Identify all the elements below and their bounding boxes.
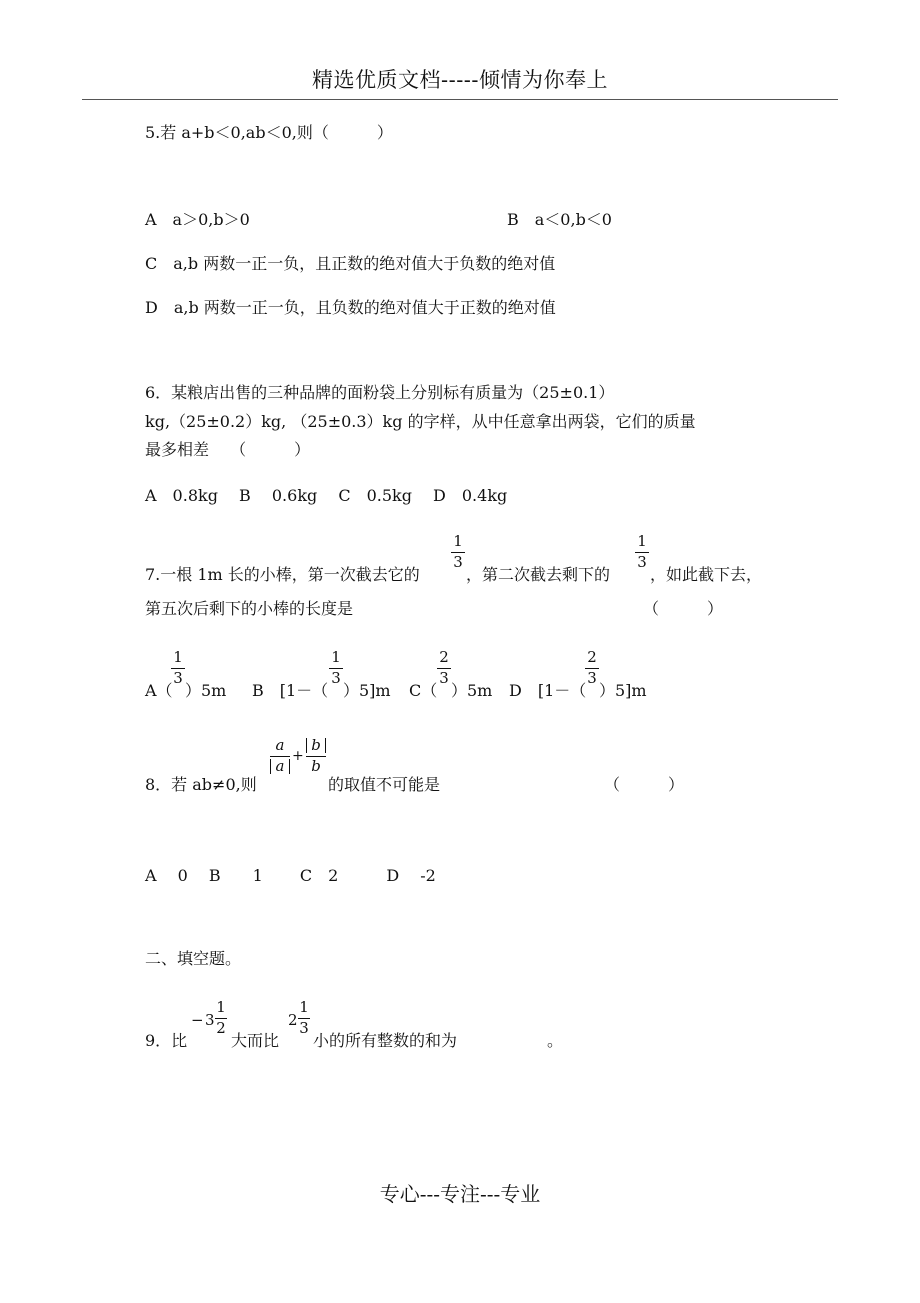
q7-option-b-suffix: ）5]m — [343, 681, 391, 700]
fraction-numerator: 1 — [216, 998, 226, 1016]
q9-text-middle: 大而比 — [231, 1031, 280, 1050]
q8-stem-prefix: 8．若 ab≠0,则 — [145, 775, 257, 794]
page-header: 精选优质文档-----倾情为你奉上 — [312, 68, 608, 92]
q7-answer-paren: （ ） — [643, 599, 724, 618]
fraction-denominator: 3 — [453, 553, 463, 571]
q7-option-c-fraction — [437, 650, 451, 686]
fraction-numerator: 1 — [453, 532, 463, 550]
q7-fraction-1 — [451, 534, 465, 570]
q6-line-3: 最多相差 （ ） — [145, 440, 311, 459]
q9-fraction-2 — [298, 1000, 310, 1036]
q9-text-suffix: 小的所有整数的和为 — [313, 1031, 458, 1050]
q8-fraction-a-over-abs-a — [270, 738, 290, 774]
fraction-denominator: b — [311, 757, 321, 775]
fraction-denominator: a — [270, 759, 290, 774]
q9-fraction-1 — [215, 1000, 227, 1036]
q5-option-c: C a,b 两数一正一负，且正数的绝对值大于负数的绝对值 — [145, 254, 556, 273]
fraction-numerator: 2 — [587, 648, 597, 666]
q6-line-2: kg,（25±0.2）kg, （25±0.3）kg 的字样，从中任意拿出两袋，它们的质量 — [145, 412, 696, 431]
fraction-denominator: 2 — [216, 1019, 226, 1037]
fraction-numerator: a — [275, 736, 285, 754]
q7-option-a-suffix: ）5m — [185, 681, 227, 700]
fraction-denominator: 3 — [173, 669, 183, 687]
fraction-denominator: 3 — [637, 553, 647, 571]
q7-fraction-2 — [635, 534, 649, 570]
fraction-denominator: 3 — [587, 669, 597, 687]
q8-options: A 0 B 1 C 2 D -2 — [145, 866, 436, 885]
q7-line-2: 第五次后剩下的小棒的长度是 — [145, 599, 354, 618]
fraction-numerator: 1 — [299, 998, 309, 1016]
fraction-numerator: 1 — [331, 648, 341, 666]
q6-options: A 0.8kg B 0.6kg C 0.5kg D 0.4kg — [145, 486, 508, 505]
q5-option-a: A a＞0,b＞0 — [145, 210, 250, 229]
fraction-denominator: 3 — [299, 1019, 309, 1037]
q5-option-b: B a＜0,b＜0 — [507, 210, 612, 229]
q8-stem-suffix: 的取值不可能是 — [328, 775, 441, 794]
q7-text-part-1: 7.一根 1m 长的小棒，第一次截去它的 — [145, 565, 420, 584]
plus-sign: + — [292, 748, 304, 764]
q7-option-a-fraction — [171, 650, 185, 686]
section-title-fill-in: 二、填空题。 — [145, 949, 242, 968]
q5-option-d: D a,b 两数一正一负，且负数的绝对值大于正数的绝对值 — [145, 298, 556, 317]
fraction-numerator: b — [306, 738, 326, 753]
q8-fraction-abs-b-over-b — [306, 738, 326, 774]
q7-option-b-fraction — [329, 650, 343, 686]
page-footer: 专心---专注---专业 — [379, 1182, 541, 1206]
q7-option-c-suffix: ）5m — [451, 681, 493, 700]
q7-text-part-2: ，第二次截去剩下的 — [466, 565, 611, 584]
q8-answer-paren: （ ） — [604, 775, 685, 794]
mixed-number-whole: 3 — [205, 1011, 215, 1029]
q9-text-prefix: 9．比 — [145, 1031, 188, 1050]
mixed-number-whole: 2 — [288, 1011, 298, 1029]
q7-option-c-prefix: C（ — [409, 681, 438, 700]
q7-option-d-prefix: D [1－（ — [509, 681, 587, 700]
fraction-numerator: 1 — [637, 532, 647, 550]
q7-option-b-prefix: B [1－（ — [252, 681, 329, 700]
q5-stem: 5.若 a+b＜0,ab＜0,则（ ） — [145, 123, 393, 142]
fraction-numerator: 1 — [173, 648, 183, 666]
q9-period: 。 — [547, 1031, 564, 1050]
fraction-denominator: 3 — [331, 669, 341, 687]
header-rule — [82, 99, 838, 100]
q6-line-1: 6．某粮店出售的三种品牌的面粉袋上分别标有质量为（25±0.1） — [145, 383, 615, 402]
q7-option-d-fraction — [585, 650, 599, 686]
q7-text-part-3: ，如此截下去， — [650, 565, 763, 584]
mixed-number-minus-sign: − — [191, 1011, 204, 1029]
q7-option-d-suffix: ）5]m — [599, 681, 647, 700]
fraction-numerator: 2 — [439, 648, 449, 666]
fraction-denominator: 3 — [439, 669, 449, 687]
q7-option-a-prefix: A（ — [145, 681, 173, 700]
